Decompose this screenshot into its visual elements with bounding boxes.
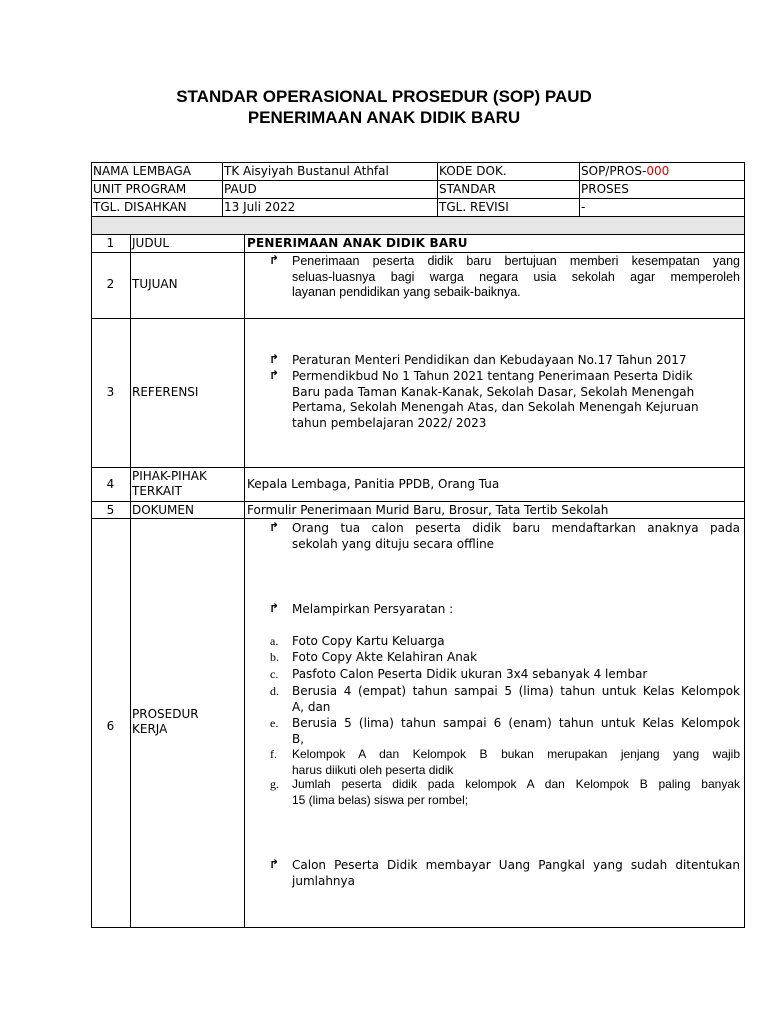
referensi-label: REFERENSI [132, 385, 199, 399]
standar-value: PROSES [581, 182, 629, 196]
pihak-terkait-label: PIHAK-PIHAK TERKAIT [132, 469, 207, 498]
referensi-item-2: Permendikbud No 1 Tahun 2021 tentang Penerimaan Peserta Didik Baru pada Taman Kanak-Kanak, Sekolah Dasar, Sekolah Menengah Pertama, Sekolah Menengah Atas, dan Sekolah Menengah Kejuruan tahun pembelajaran 2022/ 2023 [292, 369, 699, 430]
requirements-item-a: a. Foto Copy Kartu Keluarga [270, 634, 445, 648]
page-title: STANDAR OPERASIONAL PROSEDUR (SOP) PAUD [176, 87, 592, 106]
arrow-bullet-icon: ↱ [269, 368, 280, 382]
judul-label: JUDUL [132, 236, 170, 250]
unit-program-label: UNIT PROGRAM [93, 182, 187, 196]
unit-program-value: PAUD [224, 182, 257, 196]
dokumen-label: DOKUMEN [132, 503, 194, 517]
row-6-number: 6 [106, 719, 115, 733]
step-3-text: Calon Peserta Didik membayar Uang Pangkal yang sudah ditentukan jumlahnya [292, 858, 740, 888]
arrow-bullet-icon: ↱ [269, 520, 280, 534]
requirements-item-c: c. Pasfoto Calon Peserta Didik ukuran 3x4 sebanyak 4 lembar [270, 667, 648, 681]
tujuan-text: Penerimaan peserta didik baru bertujuan memberi kesempatan yang seluas-luasnya bagi warga negara usia sekolah agar memperoleh layanan pendidikan yang sebaik-baiknya. [292, 254, 740, 299]
tgl-disahkan-label: TGL. DISAHKAN [93, 200, 187, 214]
kode-dok-value: SOP/PROS-000 [581, 164, 670, 178]
arrow-bullet-icon: ↱ [269, 857, 280, 871]
tgl-revisi-label: TGL. REVISI [439, 200, 509, 214]
requirements-item-d: d. Berusia 4 (empat) tahun sampai 5 (lima) tahun untuk Kelas Kelompok A, dan [270, 684, 740, 714]
requirements-item-b: b. Foto Copy Akte Kelahiran Anak [270, 650, 478, 664]
row-5-number: 5 [106, 503, 115, 517]
kode-dok-label: KODE DOK. [439, 164, 507, 178]
step-2-text: Melampirkan Persyaratan : [292, 602, 454, 616]
row-3-number: 3 [106, 385, 115, 399]
requirements-item-e: e. Berusia 5 (lima) tahun sampai 6 (enam) tahun untuk Kelas Kelompok B, [270, 716, 740, 746]
tgl-revisi-value: - [581, 200, 586, 214]
requirements-item-g: g. Jumlah peserta didik pada kelompok A dan Kelompok B paling banyak 15 (lima belas) siswa per rombel; [270, 777, 740, 807]
arrow-bullet-icon: ↱ [269, 601, 280, 615]
step-1-text: Orang tua calon peserta didik baru mendaftarkan anaknya pada sekolah yang dituju secara offline [292, 521, 740, 551]
referensi-item-1: Peraturan Menteri Pendidikan dan Kebudayaan No.17 Tahun 2017 [292, 353, 687, 367]
requirements-item-f: f. Kelompok A dan Kelompok B bukan merupakan jenjang yang wajib harus diikuti oleh peserta didik [270, 747, 740, 777]
prosedur-kerja-label: PROSEDUR KERJA [132, 707, 199, 736]
tgl-disahkan-value: 13 Juli 2022 [224, 200, 296, 214]
row-1-number: 1 [106, 236, 115, 250]
standar-label: STANDAR [439, 182, 496, 196]
page-subtitle: PENERIMAAN ANAK DIDIK BARU [247, 108, 521, 127]
judul-value: PENERIMAAN ANAK DIDIK BARU [247, 236, 468, 250]
row-2-number: 2 [106, 277, 115, 291]
nama-lembaga-value: TK Aisyiyah Bustanul Athfal [224, 164, 389, 178]
nama-lembaga-label: NAMA LEMBAGA [93, 164, 191, 178]
tujuan-label: TUJUAN [132, 277, 178, 291]
dokumen-value: Formulir Penerimaan Murid Baru, Brosur, Tata Tertib Sekolah [247, 503, 609, 517]
pihak-terkait-value: Kepala Lembaga, Panitia PPDB, Orang Tua [247, 477, 500, 491]
arrow-bullet-icon: ↱ [269, 253, 280, 267]
row-4-number: 4 [106, 477, 115, 491]
arrow-bullet-icon: ↱ [269, 352, 280, 366]
